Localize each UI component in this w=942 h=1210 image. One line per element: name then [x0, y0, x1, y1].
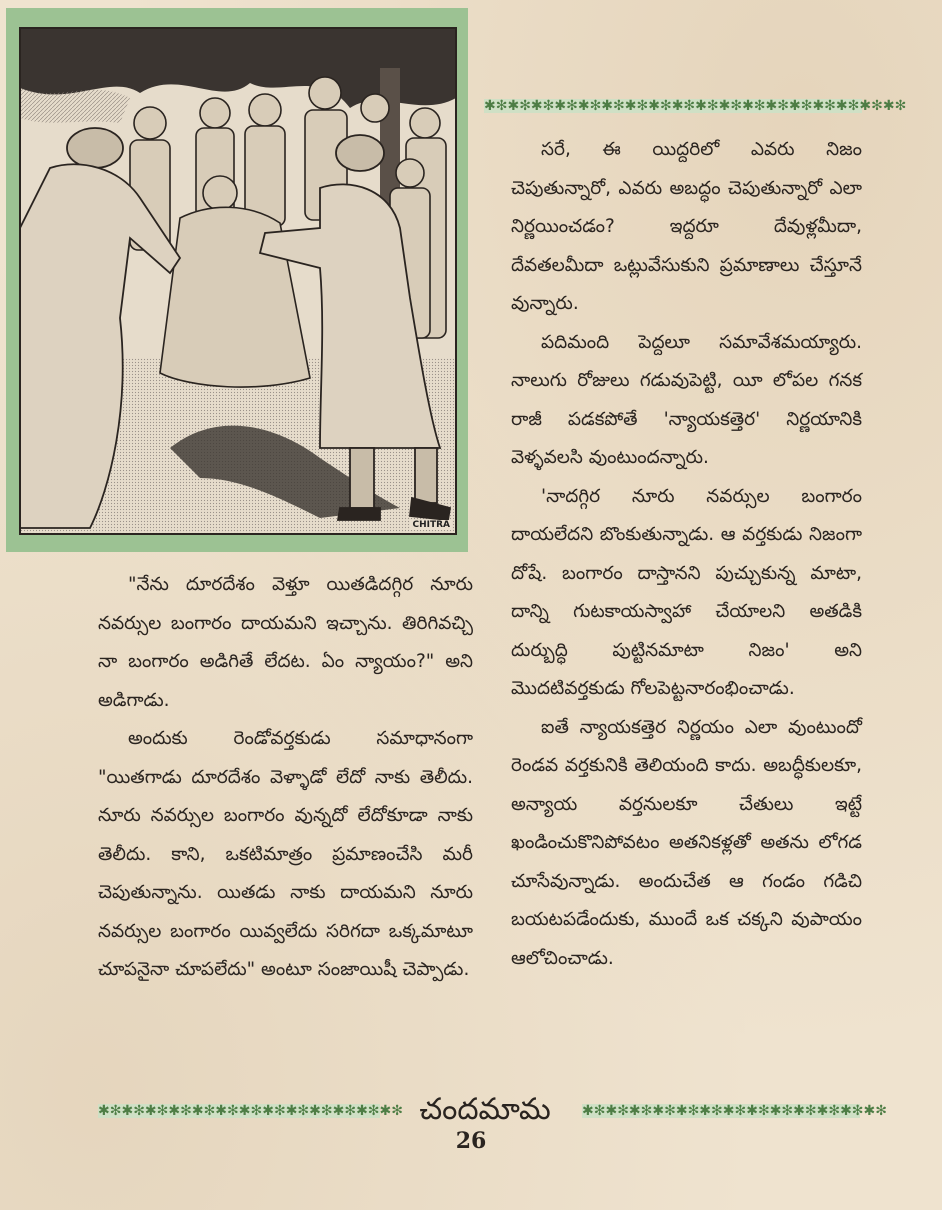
paragraph: 'నాదగ్గిర నూరు నవర్సుల బంగారం దాయలేదని బొంకుతున్నాడు. ఆ వర్తకుడు నిజంగా దోషే. బంగారం దాస్తానని పుచ్చుకున్న మాటా, దాన్ని గుటకాయస్వాహా చేయాలని అతడికి దుర్బుద్ధి పుట్టినమాటా నిజం' అని మొదటివర్తకుడు గోలపెట్టనారంభించాడు.: [511, 485, 862, 699]
story-illustration: [20, 28, 456, 534]
footer-ornament-right: ✱✻✱✻✱✻✱✻✱✻✱✻✱✻✱✻✱✻✱✻✱✻✱✻✱✻: [582, 1103, 887, 1119]
illustration-drawing: [20, 28, 456, 534]
paragraph: అందుకు రెండోవర్తకుడు సమాధానంగా "యితగాడు దూరదేశం వెళ్ళాడో లేదో నాకు తెలీదు. నూరు నవర్సుల బంగారం వున్నదో లేదోకూడా నాకు తెలీదు. కాని, ఒకటిమాత్రం ప్రమాణంచేసి మరీ చెపుతున్నాను. యితడు నాకు దాయమని నూరు నవర్సుల బంగారం యివ్వలేదు సరిగదా ఒక్కమాటూ చూపనైనా చూపలేదు" అంటూ సంజాయిషీ చెప్పాడు.: [98, 728, 473, 980]
illustration-frame: [6, 8, 468, 552]
magazine-title: చందమామ: [419, 1092, 551, 1127]
page-number: 26: [455, 1128, 487, 1154]
paragraph: ఐతే న్యాయకత్తెర నిర్ణయం ఎలా వుంటుందో రెండవ వర్తకునికి తెలియంది కాదు. అబద్ధీకులకూ, అన్యాయ వర్తనులకూ చేతులు ఇట్టే ఖండించుకొనిపోవటం అతనికళ్లతో అతను లోగడ చూసేవున్నాడు. అందుచేత ఆ గండం గడిచి బయటపడేందుకు, ముందే ఒక చక్కని వుపాయం ఆలోచించాడు.: [511, 716, 862, 969]
paragraph: పదిమంది పెద్దలూ సమావేశమయ్యారు. నాలుగు రోజులు గడువుపెట్టి, యీ లోపల గనక రాజీ పడకపోతే 'న్యాయకత్తెర' నిర్ణయానికి వెళ్ళవలసి వుంటుందన్నారు.: [511, 331, 862, 468]
footer-ornament-left: ✱✻✱✻✱✻✱✻✱✻✱✻✱✻✱✻✱✻✱✻✱✻✱✻✱✻: [98, 1103, 403, 1119]
paragraph: "నేను దూరదేశం వెళ్తూ యితడిదగ్గిర నూరు నవర్సుల బంగారం దాయమని ఇచ్చాను. తిరిగివచ్చి నా బంగారం అడిగితే లేదట. ఏం న్యాయం?" అని అడిగాడు.: [98, 574, 473, 711]
top-ornament-border: ✱✻✱✻✱✻✱✻✱✻✱✻✱✻✱✻✱✻✱✻✱✻✱✻✱✻✱✻✱✻✱✻✱✻✱✻: [484, 98, 907, 114]
artist-signature: CHITRA: [412, 520, 450, 530]
right-text-column: [511, 131, 862, 978]
paragraph: సరే, ఈ యిద్దరిలో ఎవరు నిజం చెపుతున్నారో, ఎవరు అబద్ధం చెపుతున్నారో ఎలా నిర్ణయించడం? ఇద్దరూ దేవుళ్లమీదా, దేవతలమీదా ఒట్లువేసుకుని ప్రమాణాలు చేస్తూనే వున్నారు.: [511, 139, 862, 314]
left-text-column: [98, 566, 473, 990]
